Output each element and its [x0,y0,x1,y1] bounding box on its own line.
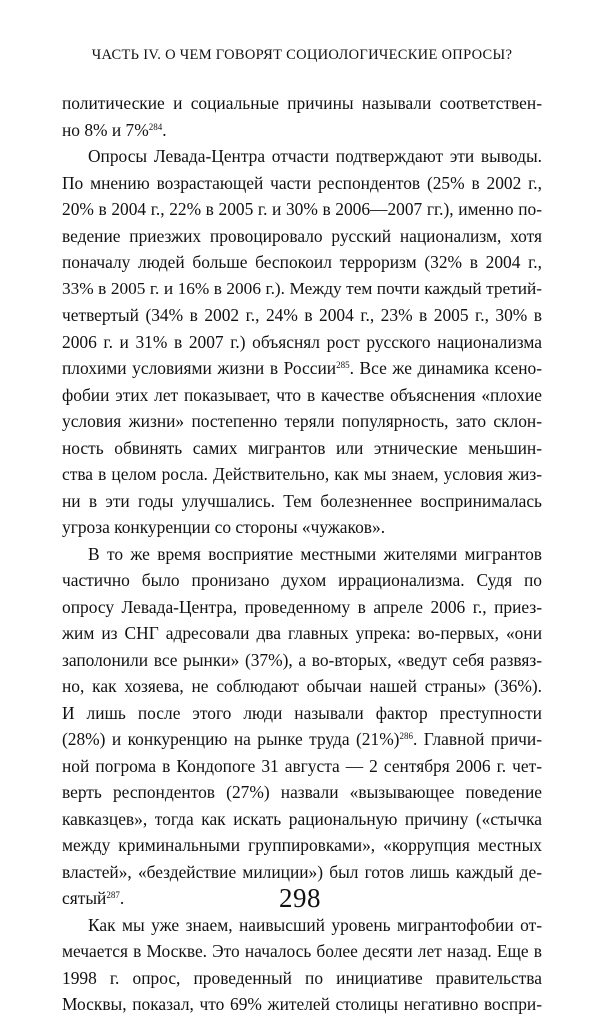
text-line: ведение приезжих провоцировало русский национализм, хотя [62,225,542,246]
text-line: ства в целом росла. Действительно, как мы знаем, условия жиз- [62,464,542,484]
text-line: И лишь после этого люди называли фактор преступности [62,702,542,723]
text-line [62,355,542,382]
text-line: четвертый (34% в 2002 г., 24% в 2004 г., 23% в 2005 г., 30% в [62,305,542,325]
text-line: политические и социальные причины называли соответствен- [62,93,542,113]
text-line: но, как хозяева, не соблюдают обычаи нашей страны» (36%). [62,676,542,696]
text-fragment: сятый [62,888,107,908]
text-line [62,726,542,753]
text-line: По мнению возрастающей части респондентов (25% в 2002 г., [62,172,542,193]
running-head: ЧАСТЬ IV. О ЧЕМ ГОВОРЯТ СОЦИОЛОГИЧЕСКИЕ ОПРОСЫ? [91,47,513,63]
text-line: ной погрома в Кондопоге 31 августа — 2 сентября 2006 г. чет- [62,755,542,776]
text-line: заполонили все рынки» (37%), а во-вторых, «ведут себя развяз- [62,649,542,670]
text-line: частично было пронизано духом иррационализма. Судя по [62,570,542,590]
text-line [62,117,542,144]
text-fragment: плохими условиями жизни в России [62,358,337,378]
text-fragment: (28%) и конкуренцию на рынке труда (21%) [62,729,400,749]
text-line: 20% в 2004 г., 22% в 2005 г. и 30% в 2006—2007 гг.), именно по- [62,199,542,219]
text-line: верть респондентов (27%) назвали «вызывающее поведение [62,782,542,802]
footnote-ref: 286 [399,731,413,741]
text-line: опросу Левада-Центра, проведенному в апреле 2006 г., приез- [62,596,542,617]
body-text [62,90,542,1018]
text-line: Москвы, показал, что 69% жителей столицы негативно воспри- [62,994,542,1014]
text-fragment: . [162,119,167,140]
text-line: кавказцев», тогда как искать рациональную причину («стычка [62,808,542,829]
text-line: 1998 г. опрос, проведенный по инициативе правительства [62,967,542,988]
footnote-ref: 287 [106,890,120,900]
page-number: 298 [279,883,321,913]
text-line: поначалу людей больше беспокоил терроризм (32% в 2004 г., [62,252,542,272]
text-line: фобии этих лет показывает, что в качестве объяснения «плохие [62,384,542,405]
text-line: 2006 г. и 31% в 2007 г.) объяснял рост русского национализма [62,331,542,352]
text-line: мечается в Москве. Это началось более десяти лет назад. Еще в [62,941,542,961]
text-line: В то же время восприятие местными жителями мигрантов [88,543,542,564]
text-line: ни в эти годы улучшались. Тем болезненнее воспринималась [62,490,542,511]
text-line: между криминальными группировками», «коррупция местных [62,835,542,855]
text-fragment: . Все же динамика ксено- [349,358,542,378]
footnote-ref: 285 [336,360,350,370]
text-line: Как мы уже знаем, наивысший уровень мигрантофобии от- [88,914,542,935]
text-line: условия жизни» постепенно теряли популярность, зато склон- [62,411,542,431]
text-line: 33% в 2005 г. и 16% в 2006 г.). Между тем почти каждый третий- [62,278,542,298]
text-line: угроза конкуренции со стороны «чужаков». [62,517,386,537]
text-fragment: . Главной причи- [412,729,543,749]
text-line: жим из СНГ адресовали два главных упрека: во-первых, «они [62,623,542,643]
text-fragment: но 8% и 7% [62,119,149,140]
text-line: ность обвинять самих мигрантов или этнические меньшин- [62,437,542,458]
text-line: Опросы Левада-Центра отчасти подтверждают эти выводы. [88,146,542,166]
text-fragment: . [119,888,125,908]
text-line: властей», «бездействие милиции») был готов лишь каждый де- [62,861,542,882]
footnote-ref: 284 [148,121,163,132]
